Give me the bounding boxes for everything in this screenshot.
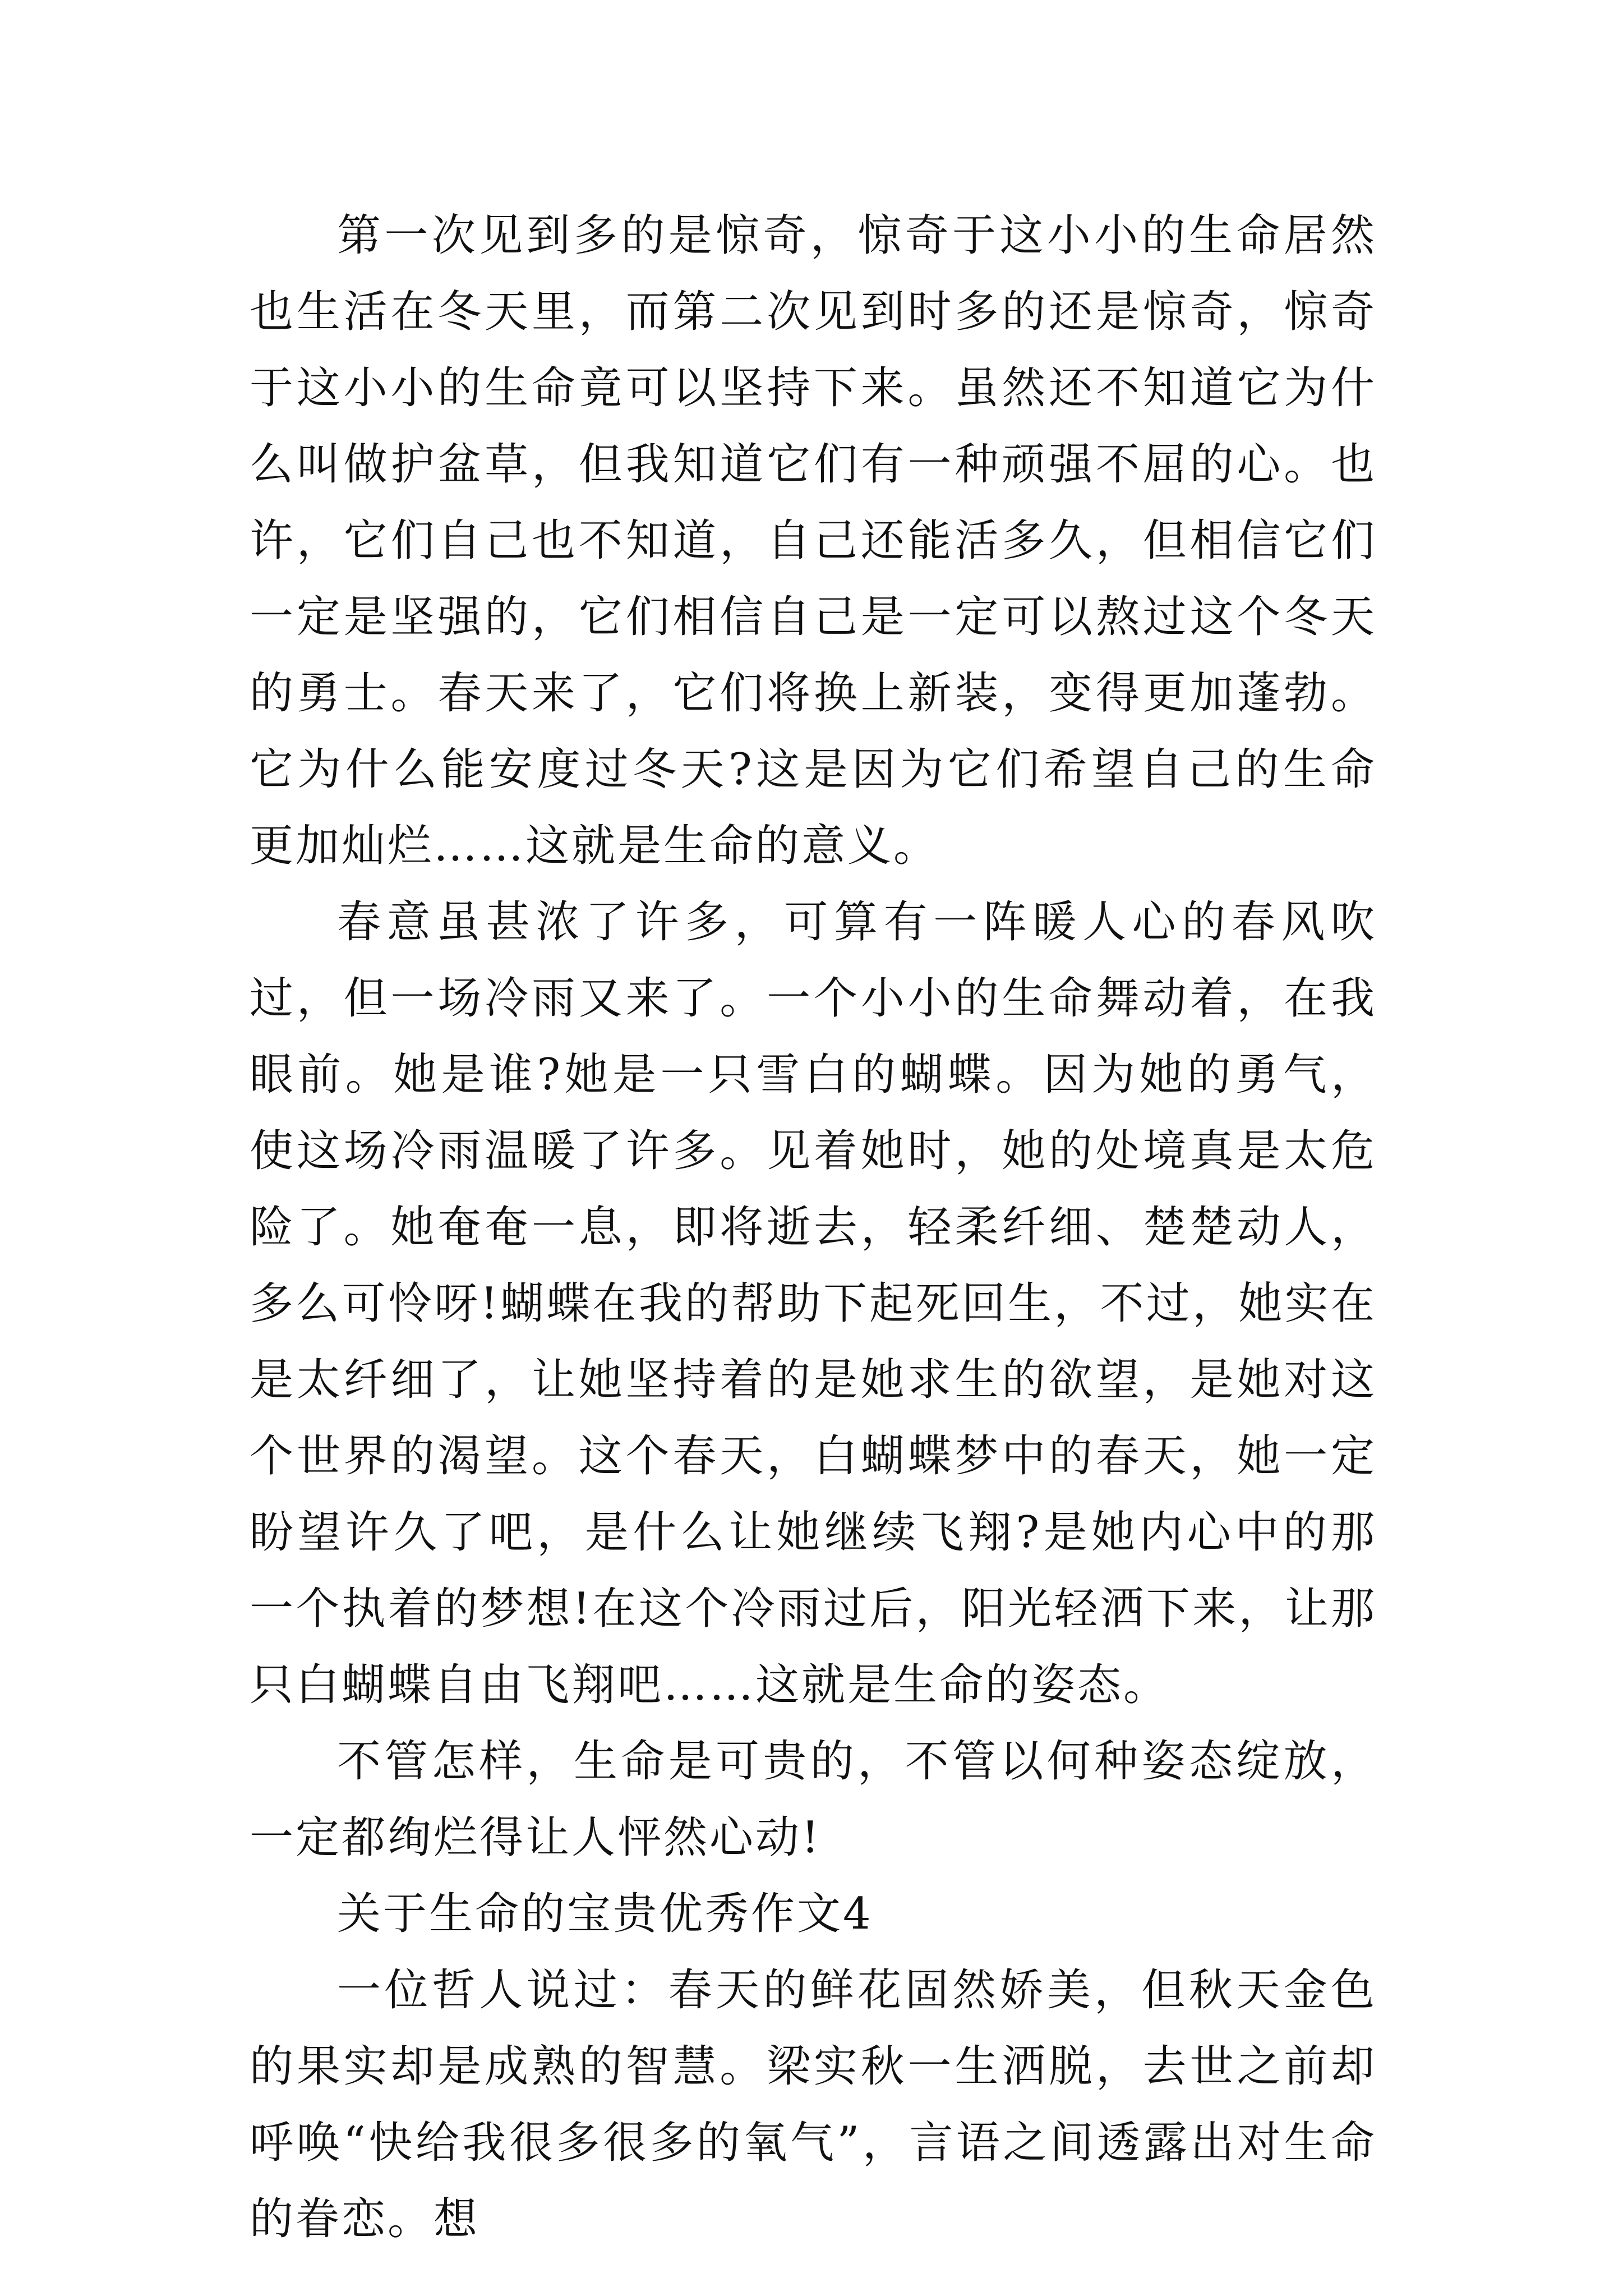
paragraph-grass: 第一次见到多的是惊奇，惊奇于这小小的生命居然也生活在冬天里，而第二次见到时多的还是惊奇，惊奇于这小小的生命竟可以坚持下来。虽然还不知道它为什么叫做护盆草，但我知道它们有一种顽强不屈的心。也许，它们自己也不知道，自己还能活多久，但相信它们一定是坚强的，它们相信自己是一定可以熬过这个冬天的勇士。春天来了，它们将换上新装，变得更加蓬勃。它为什么能安度过冬天?这是因为它们希望自己的生命更加灿烂……这就是生命的意义。 (250, 210, 1377, 871)
paragraph-butterfly: 春意虽甚浓了许多，可算有一阵暖人心的春风吹过，但一场冷雨又来了。一个小小的生命舞动着，在我眼前。她是谁?她是一只雪白的蝴蝶。因为她的勇气，使这场冷雨温暖了许多。见着她时，她的处境真是太危险了。她奄奄一息，即将逝去，轻柔纤细、楚楚动人，多么可怜呀!蝴蝶在我的帮助下起死回生，不过，她实在是太纤细了，让她坚持着的是她求生的欲望，是她对这个世界的渴望。这个春天，白蝴蝶梦中的春天，她一定盼望许久了吧，是什么让她继续飞翔?是她内心中的那一个执着的梦想!在这个冷雨过后，阳光轻洒下来，让那只白蝴蝶自由飞翔吧……这就是生命的姿态。 (250, 897, 1377, 1710)
paragraph-conclusion: 不管怎样，生命是可贵的，不管以何种姿态绽放，一定都绚烂得让人怦然心动! (250, 1736, 1377, 1863)
essay-body (250, 197, 1377, 2257)
paragraph-philosopher: 一位哲人说过：春天的鲜花固然娇美，但秋天金色的果实却是成熟的智慧。梁实秋一生洒脱，去世之前却呼唤“快给我很多很多的氧气”，言语之间透露出对生命的眷恋。想 (250, 1965, 1377, 2244)
essay-heading: 关于生命的宝贵优秀作文4 (337, 1889, 873, 1939)
